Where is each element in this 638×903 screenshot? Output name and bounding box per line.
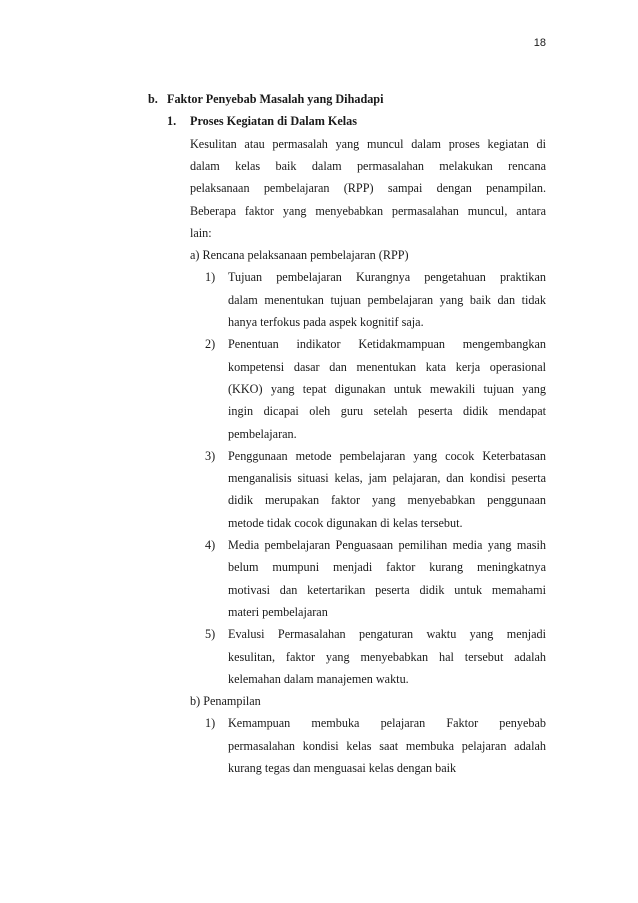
paragraph-line: Beberapa faktor yang menyebabkan permasalahan muncul, antara	[190, 203, 546, 218]
list-item-line: pembelajaran.	[228, 426, 297, 441]
list-item-line: motivasi dan ketertarikan peserta didik untuk memahami	[228, 582, 546, 597]
list-item-line: belum mumpuni menjadi faktor kurang meningkatnya	[228, 560, 546, 575]
list-item-marker: 4)	[205, 538, 216, 552]
list-item-line: kurang tegas dan menguasai kelas dengan baik	[228, 761, 457, 775]
subsection-marker: 1.	[167, 114, 177, 129]
section-marker: b.	[148, 92, 158, 106]
paragraph-line: pelaksanaan pembelajaran (RPP) sampai dengan penampilan.	[190, 181, 546, 196]
page-number: 18	[533, 37, 546, 49]
list-a-title: a) Rencana pelaksanaan pembelajaran (RPP)	[190, 248, 409, 263]
list-item-line: Penggunaan metode pembelajaran yang cocok Keterbatasan	[228, 448, 546, 463]
list-item-marker: 5)	[205, 627, 216, 642]
list-item-marker: 2)	[205, 337, 216, 352]
section-title: Faktor Penyebab Masalah yang Dihadapi	[167, 92, 384, 106]
list-item-line: didik merupakan faktor yang menyebabkan penggunaan	[228, 493, 546, 508]
list-item-line: menganalisis situasi kelas, jam pelajaran, dan kondisi peserta	[228, 471, 546, 486]
list-item-line: (KKO) yang tepat digunakan untuk mewakili tujuan yang	[228, 381, 546, 396]
list-item-line: materi pembelajaran	[228, 604, 328, 619]
list-item-line: kesulitan, faktor yang menyebabkan hal tersebut adalah	[228, 649, 546, 664]
paragraph-line: Kesulitan atau permasalah yang muncul dalam proses kegiatan di	[190, 136, 546, 151]
list-item-line: Kemampuan membuka pelajaran Faktor penyebab	[228, 716, 546, 731]
list-item-line: ingin dicapai oleh guru setelah peserta didik mendapat	[228, 404, 546, 419]
list-item-marker: 1)	[205, 270, 216, 285]
list-item-line: Media pembelajaran Penguasaan pemilihan media yang masih	[228, 538, 546, 552]
list-item-line: Penentuan indikator Ketidakmampuan mengembangkan	[228, 337, 546, 352]
paragraph-line: dalam kelas baik dalam permasalahan melakukan rencana	[190, 158, 546, 173]
list-item-marker: 3)	[205, 448, 216, 463]
list-item-line: Tujuan pembelajaran Kurangnya pengetahuan praktikan	[228, 270, 546, 285]
subsection-title: Proses Kegiatan di Dalam Kelas	[190, 114, 358, 129]
list-item-line: hanya terfokus pada aspek kognitif saja.	[228, 315, 424, 329]
list-item-line: kompetensi dasar dan menentukan kata kerja operasional	[228, 359, 546, 374]
list-item-line: metode tidak cocok digunakan di kelas tersebut.	[228, 515, 463, 530]
list-item-marker: 1)	[205, 716, 216, 731]
list-item-line: permasalahan kondisi kelas saat membuka pelajaran adalah	[228, 738, 546, 753]
list-item-line: Evalusi Permasalahan pengaturan waktu yang menjadi	[228, 627, 546, 642]
list-item-line: kelemahan dalam manajemen waktu.	[228, 671, 409, 686]
list-item-line: dalam menentukan tujuan pembelajaran yang baik dan tidak	[228, 292, 546, 307]
list-b-title: b) Penampilan	[190, 694, 261, 709]
paragraph-line: lain:	[190, 225, 212, 240]
